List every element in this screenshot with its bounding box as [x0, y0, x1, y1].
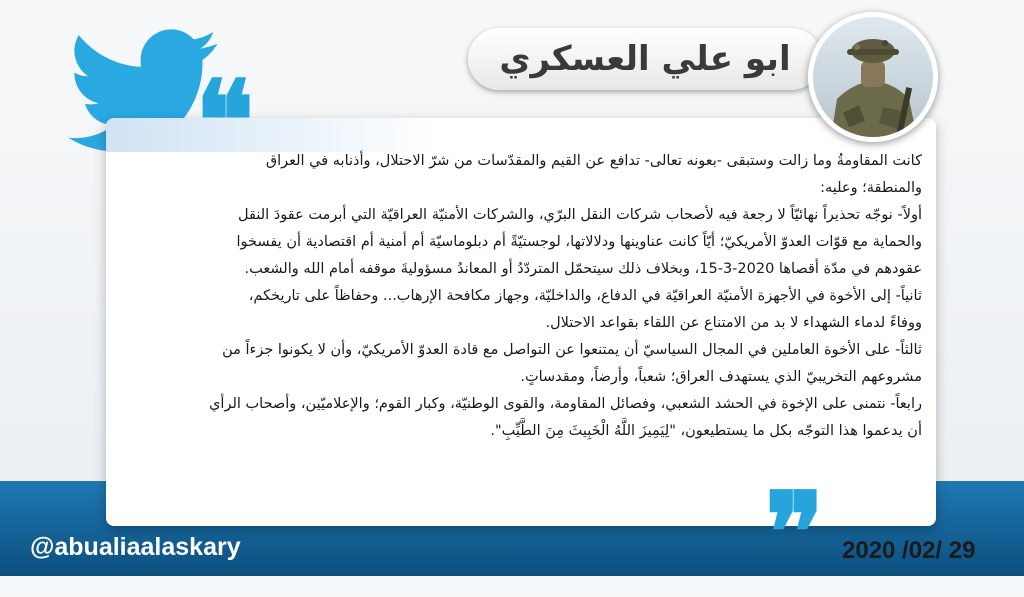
statement-line: والمنطقة؛ وعليه:: [820, 180, 922, 196]
statement-line: ثانياً- إلى الأخوة في الأجهزة الأمنيّة العراقيّة في الدفاع، والداخليّة، وجهاز مكافحة الإرهاب... وحفاظاً على تاريخكم،: [248, 288, 922, 304]
author-name-badge: [468, 28, 822, 90]
statement-line: عقودهم في مدّة أقصاها 2020-3-15، وبخلاف ذلك سيتحمّل المتردّدُ أو المعاندُ مسؤوليةَ موقفه أمام الله والشعب.: [244, 261, 922, 277]
statement-line: مشروعهم التخريبيّ الذي يستهدف العراق؛ شعباً، وأرضاً، ومقدساتٍ.: [520, 369, 922, 385]
statement-line: والحماية مع قوّات العدوّ الأمريكيّ؛ أيّاً كانت عناوينها ودلالاتها، لوجستيّةً أم دبلوماسيّة أم أمنية أم اقتصادية أن يفسخوا: [236, 234, 922, 250]
statement-line: أن يدعموا هذا التوجّه بكل ما يستطيعون، "لِيَمِيزَ اللَّهُ الْخَبِيثَ مِنَ الطَّيِّبِ".: [490, 423, 922, 439]
statement-line: رابعاً- نتمنى على الإخوة في الحشد الشعبي، وفصائل المقاومة، والقوى الوطنيّة، وكبار القوم؛ والإعلاميّين، وأصحاب الرأي: [209, 396, 922, 412]
quote-mark-icon: ❝: [195, 56, 255, 185]
twitter-handle: @abualiaalaskary: [30, 533, 241, 561]
author-name: ابو علي العسكري: [499, 39, 791, 79]
quote-mark-icon: ❞: [765, 468, 825, 597]
statement-line: ثالثاً- على الأخوة العاملين في المجال السياسيّ أن يمتنعوا عن التواصل مع قادة العدوّ الأمريكيّ، وأن لا يكونوا جزءاً من: [222, 342, 922, 358]
soldier-avatar: [808, 12, 938, 142]
statement-line: كانت المقاومةُ وما زالت وستبقى -بعونه تعالى- تدافع عن القيم والمقدّسات من شرّ الاحتلال، وأذنابه في العراق: [265, 153, 922, 169]
statement-line: ووفاءً لدماء الشهداء لا بد من الامتناع عن اللقاء بقواعد الاحتلال.: [545, 315, 922, 331]
statement-date: 2020 /02/ 29: [842, 537, 976, 564]
statement-line: أولاً- نوجّه تحذيراً نهائيّاً لا رجعة فيه لأصحاب شركات النقل البرّي، والشركات الأمنيّة العراقيّة التي أبرمت عقودَ النقل: [238, 207, 922, 223]
statement-text: [112, 148, 922, 445]
soldier-avatar-icon: [813, 17, 933, 137]
